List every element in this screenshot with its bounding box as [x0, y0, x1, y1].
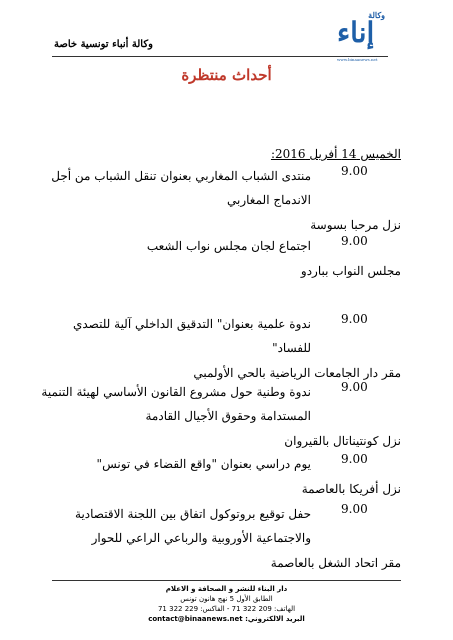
footer-address: الطابق الأول 5 نهج هانون تونس: [180, 595, 273, 603]
logo-text: وكالة: [368, 10, 385, 20]
footer-email: البريد الالكتروني: contact@binaanews.net: [148, 615, 305, 623]
event-time: 9.00: [341, 164, 368, 178]
event-time: 9.00: [341, 380, 368, 394]
footer-company: دار البناء للنشر و الصحافة و الاعلام: [165, 585, 288, 593]
logo-url: www.binaanews.net: [337, 57, 378, 62]
footer-phone: الهاتف: 209 322 71 - الفاكس: 229 322 71: [157, 605, 296, 613]
event-item: [40, 380, 401, 450]
event-item: [40, 502, 401, 572]
event-item: [40, 312, 401, 382]
event-item: [40, 164, 401, 234]
header-divider: [52, 56, 388, 57]
logo-mark: إناء: [337, 16, 375, 49]
event-title: يوم دراسي بعنوان "واقع القضاء في تونس": [96, 457, 311, 471]
event-venue: مقر دار الجامعات الرياضية بالحي الأولمبي: [193, 366, 401, 380]
page-footer: [0, 584, 453, 624]
event-venue: نزل أفريكا بالعاصمة: [301, 482, 401, 496]
event-title: حفل توقيع بروتوكول اتفاق بين اللجنة الاقتصادية والاجتماعية الأوروبية والرباعي الراعي للحوار: [75, 507, 311, 545]
event-venue: نزل كونتيناتال بالقيروان: [284, 434, 401, 448]
event-venue: مجلس النواب بباردو: [300, 264, 401, 278]
event-title: منتدى الشباب المغاربي بعنوان تنقل الشباب من أجل الاندماج المغاربي: [51, 169, 311, 207]
event-time: 9.00: [341, 234, 368, 248]
event-title: ندوة وطنية حول مشروع القانون الأساسي لهيئة التنمية المستدامة وحقوق الأجيال القادمة: [41, 385, 311, 423]
footer-divider: [52, 580, 401, 581]
event-venue: نزل مرحبا بسوسة: [310, 218, 401, 232]
event-time: 9.00: [341, 312, 368, 326]
binaa-logo: [337, 10, 385, 62]
page-title: أحداث منتظرة: [181, 66, 272, 84]
event-item: [40, 234, 401, 280]
event-time: 9.00: [341, 452, 368, 466]
event-time: 9.00: [341, 502, 368, 516]
agency-tagline: وكالة أنباء تونسية خاصة: [54, 39, 153, 50]
event-title: ندوة علمية بعنوان" التدقيق الداخلي آلية للتصدي للفساد": [72, 317, 311, 355]
event-title: اجتماع لجان مجلس نواب الشعب: [146, 239, 311, 253]
date-heading: الخميس 14 أفريل 2016:: [270, 147, 401, 161]
event-venue: مقر اتحاد الشغل بالعاصمة: [270, 556, 401, 570]
event-item: [40, 452, 401, 498]
